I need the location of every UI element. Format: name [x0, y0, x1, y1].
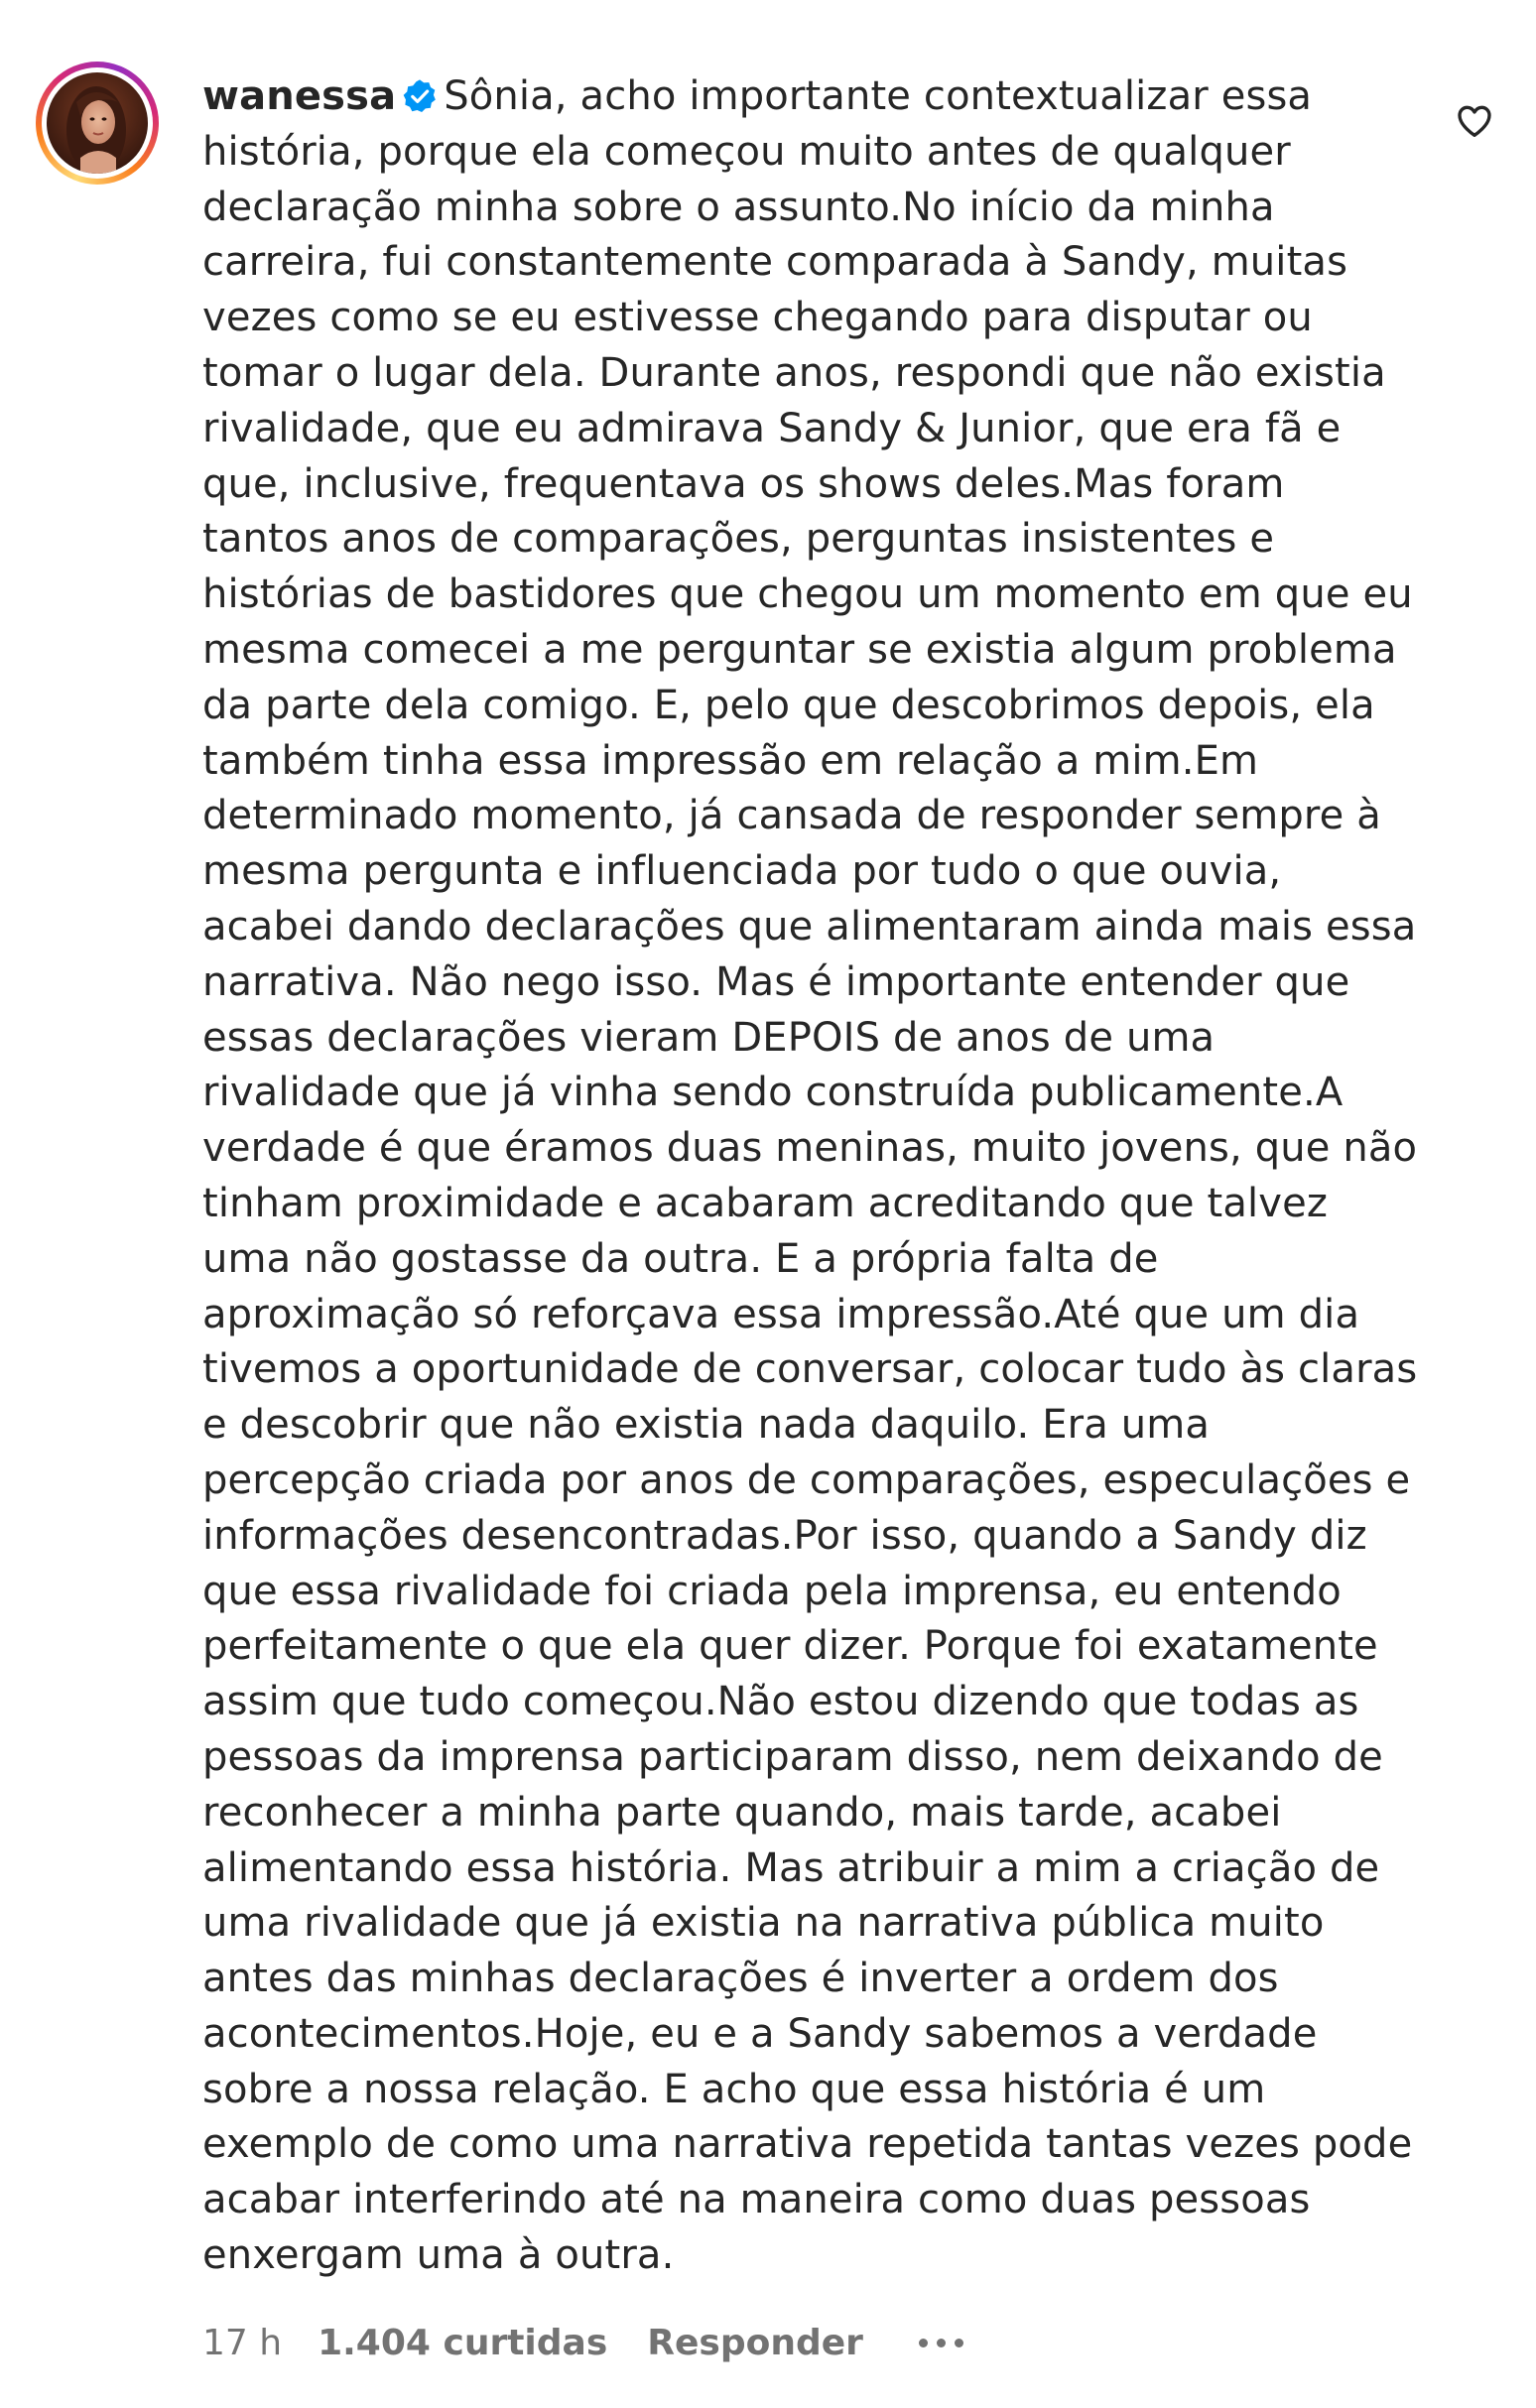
- comment-text-block: [202, 69, 1431, 2284]
- comment-text: Sônia, acho importante contextualizar essa história, porque ela começou muito antes de qualquer declaração minha sobre o assunto.No início da minha carreira, fui constantemente comparada à Sandy, muitas vezes como se eu estivesse chegando para disputar ou tomar o lugar dela. Durante anos, respondi que não existia rivalidade, que eu admirava Sandy & Junior, que era fã e que, inclusive, frequentava os shows deles.Mas foram tantos anos de comparações, perguntas insistentes e histórias de bastidores que chegou um momento em que eu mesma comecei a me perguntar se existia algum problema da parte dela comigo. E, pelo que descobrimos depois, ela também tinha essa impressão em relação a mim.Em determinado momento, já cansada de responder sempre à mesma pergunta e influenciada por tudo o que ouvia, acabei dando declarações que alimentaram ainda mais essa narrativa. Não nego isso. Mas é importante entender que essas declarações vieram DEPOIS de anos de uma rivalidade que já vinha sendo construída publicamente.A verdade é que éramos duas meninas, muito jovens, que não tinham proximidade e acabaram acreditando que talvez uma não gostasse da outra. E a própria falta de aproximação só reforçava essa impressão.Até que um dia tivemos a oportunidade de conversar, colocar tudo às claras e descobrir que não existia nada daquilo. Era uma percepção criada por anos de comparações, especulações e informações desencontradas.Por isso, quando a Sandy diz que essa rivalidade foi criada pela imprensa, eu entendo perfeitamente o que ela quer dizer. Porque foi exatamente assim que tudo começou.Não estou dizendo que todas as pessoas da imprensa participaram disso, nem deixando de reconhecer a minha parte quando, mais tarde, acabei alimentando essa história. Mas atribuir a mim a criação de uma rivalidade que já existia na narrativa pública muito antes das minhas declarações é inverter a ordem dos acontecimentos.Hoje, eu e a Sandy sabemos a verdade sobre a nossa relação. E acho que essa história é um exemplo de como uma narrativa repetida tantas vezes pode acabar interferindo até na maneira como duas pessoas enxergam uma à outra.: [202, 73, 1431, 2279]
- verified-badge-icon: [402, 78, 438, 114]
- reply-button[interactable]: Responder: [647, 2322, 863, 2363]
- comment-body: [202, 69, 1431, 2284]
- username-link[interactable]: wanessa: [202, 73, 397, 119]
- heart-icon[interactable]: [1455, 101, 1494, 141]
- more-options-icon[interactable]: [919, 2317, 963, 2368]
- avatar-story-ring[interactable]: [36, 62, 159, 185]
- comment-meta: [202, 2317, 963, 2368]
- likes-count[interactable]: 1.404 curtidas: [318, 2322, 608, 2363]
- avatar: [47, 72, 148, 174]
- comment-timestamp[interactable]: 17 h: [202, 2322, 283, 2363]
